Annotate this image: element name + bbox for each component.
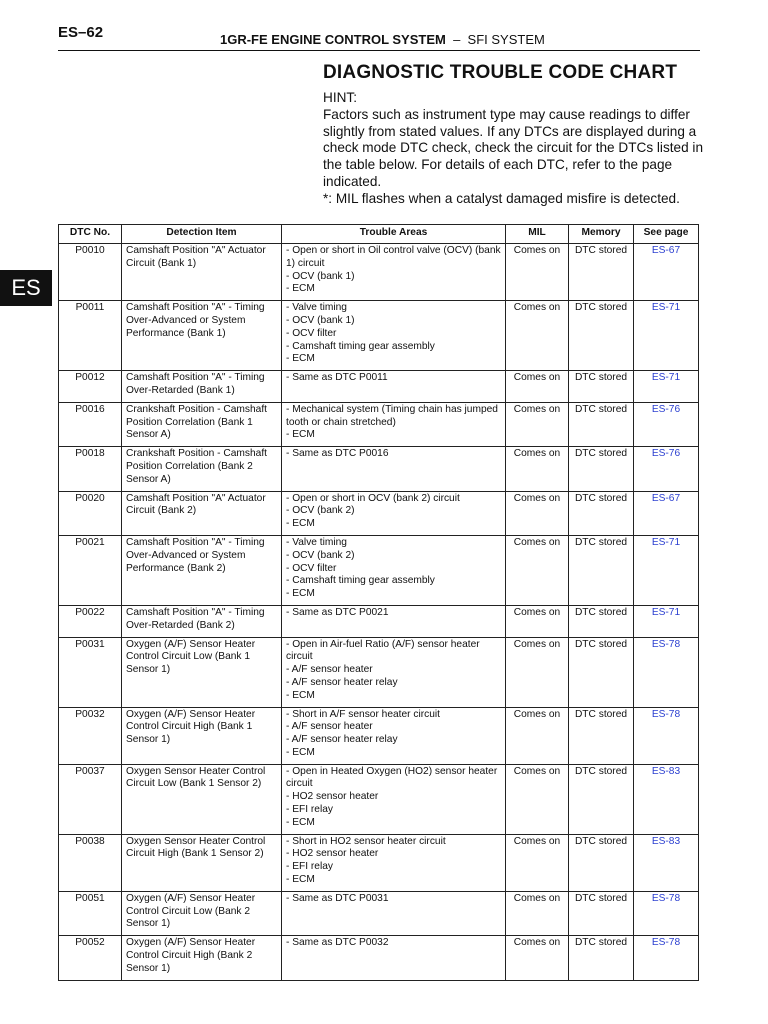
- trouble-area-line: - Same as DTC P0031: [286, 892, 389, 904]
- table-row: [59, 244, 699, 301]
- trouble-area-line: - Open or short in OCV (bank 2) circuit: [286, 492, 460, 504]
- trouble-area-line: - OCV (bank 2): [286, 549, 355, 561]
- page-title: DIAGNOSTIC TROUBLE CODE CHART: [323, 62, 678, 83]
- trouble-area-line: - Camshaft timing gear assembly: [286, 575, 435, 587]
- memory-cell: DTC stored: [569, 535, 634, 605]
- trouble-area-line: - Same as DTC P0021: [286, 606, 389, 618]
- trouble-area-line: - ECM: [286, 588, 315, 600]
- system-title: 1GR-FE ENGINE CONTROL SYSTEM: [220, 32, 446, 47]
- dtc-code-cell: P0031: [59, 637, 122, 707]
- trouble-area-line: - Valve timing: [286, 302, 347, 314]
- header-divider: [58, 50, 700, 51]
- table-header-row: [59, 225, 699, 244]
- mil-cell: Comes on: [506, 891, 569, 935]
- running-header: [220, 32, 545, 47]
- column-header-dtc: DTC No.: [59, 225, 122, 244]
- trouble-areas-cell: [282, 535, 506, 605]
- see-page-link[interactable]: ES-71: [634, 605, 699, 637]
- memory-cell: DTC stored: [569, 371, 634, 403]
- dtc-code-cell: P0038: [59, 834, 122, 891]
- mil-cell: Comes on: [506, 491, 569, 535]
- detection-item-cell: Camshaft Position "A" - Timing Over-Retarded (Bank 1): [122, 371, 282, 403]
- subsystem-title: SFI SYSTEM: [467, 32, 545, 47]
- trouble-areas-cell: [282, 764, 506, 834]
- see-page-link[interactable]: ES-78: [634, 707, 699, 764]
- see-page-link[interactable]: ES-76: [634, 447, 699, 491]
- trouble-area-line: - A/F sensor heater relay: [286, 676, 398, 688]
- trouble-area-line: - ECM: [286, 283, 315, 295]
- table-row: [59, 834, 699, 891]
- header-separator: –: [453, 32, 461, 47]
- mil-cell: Comes on: [506, 707, 569, 764]
- trouble-areas-cell: [282, 707, 506, 764]
- table-row: [59, 764, 699, 834]
- mil-cell: Comes on: [506, 834, 569, 891]
- trouble-area-line: - ECM: [286, 518, 315, 530]
- see-page-link[interactable]: ES-67: [634, 491, 699, 535]
- page-number: ES–62: [58, 24, 104, 41]
- memory-cell: DTC stored: [569, 936, 634, 980]
- dtc-code-cell: P0037: [59, 764, 122, 834]
- dtc-code-cell: P0016: [59, 402, 122, 446]
- memory-cell: DTC stored: [569, 637, 634, 707]
- trouble-area-line: - A/F sensor heater relay: [286, 734, 398, 746]
- see-page-link[interactable]: ES-76: [634, 402, 699, 446]
- mil-cell: Comes on: [506, 605, 569, 637]
- trouble-area-line: - Camshaft timing gear assembly: [286, 340, 435, 352]
- hint-note: *: MIL flashes when a catalyst damaged misfire is detected.: [323, 190, 680, 206]
- dtc-table-body: [59, 244, 699, 981]
- memory-cell: DTC stored: [569, 301, 634, 371]
- see-page-link[interactable]: ES-78: [634, 936, 699, 980]
- trouble-area-line: - ECM: [286, 874, 315, 886]
- mil-cell: Comes on: [506, 447, 569, 491]
- trouble-area-line: - HO2 sensor heater: [286, 791, 379, 803]
- trouble-area-line: - OCV (bank 1): [286, 314, 355, 326]
- column-header-memory: Memory: [569, 225, 634, 244]
- trouble-area-line: - A/F sensor heater: [286, 664, 373, 676]
- table-row: [59, 936, 699, 980]
- dtc-code-cell: P0051: [59, 891, 122, 935]
- table-row: [59, 371, 699, 403]
- trouble-area-line: - OCV filter: [286, 562, 337, 574]
- column-header-see-page: See page: [634, 225, 699, 244]
- trouble-area-line: - OCV filter: [286, 327, 337, 339]
- table-row: [59, 535, 699, 605]
- dtc-code-cell: P0021: [59, 535, 122, 605]
- memory-cell: DTC stored: [569, 605, 634, 637]
- trouble-area-line: - ECM: [286, 429, 315, 441]
- dtc-code-cell: P0020: [59, 491, 122, 535]
- trouble-areas-cell: [282, 244, 506, 301]
- table-row: [59, 447, 699, 491]
- mil-cell: Comes on: [506, 402, 569, 446]
- see-page-link[interactable]: ES-67: [634, 244, 699, 301]
- trouble-area-line: - OCV (bank 2): [286, 505, 355, 517]
- hint-body: Factors such as instrument type may cause readings to differ slightly from stated values. If any DTCs are displayed during a check mode DTC check, check the circuit for the DTCs listed in the table below. For details of each DTC, refer to the page indicated.: [323, 106, 704, 189]
- memory-cell: DTC stored: [569, 244, 634, 301]
- mil-cell: Comes on: [506, 936, 569, 980]
- see-page-link[interactable]: ES-78: [634, 637, 699, 707]
- trouble-areas-cell: [282, 637, 506, 707]
- trouble-area-line: - ECM: [286, 816, 315, 828]
- detection-item-cell: Camshaft Position "A" - Timing Over-Advanced or System Performance (Bank 1): [122, 301, 282, 371]
- column-header-mil: MIL: [506, 225, 569, 244]
- detection-item-cell: Camshaft Position "A" - Timing Over-Advanced or System Performance (Bank 2): [122, 535, 282, 605]
- dtc-code-cell: P0022: [59, 605, 122, 637]
- memory-cell: DTC stored: [569, 491, 634, 535]
- detection-item-cell: Camshaft Position "A" Actuator Circuit (Bank 2): [122, 491, 282, 535]
- trouble-area-line: - Open in Air-fuel Ratio (A/F) sensor heater circuit: [286, 638, 480, 663]
- detection-item-cell: Oxygen (A/F) Sensor Heater Control Circuit Low (Bank 1 Sensor 1): [122, 637, 282, 707]
- trouble-area-line: - HO2 sensor heater: [286, 848, 379, 860]
- detection-item-cell: Crankshaft Position - Camshaft Position Correlation (Bank 1 Sensor A): [122, 402, 282, 446]
- table-row: [59, 637, 699, 707]
- trouble-areas-cell: [282, 936, 506, 980]
- memory-cell: DTC stored: [569, 447, 634, 491]
- memory-cell: DTC stored: [569, 707, 634, 764]
- trouble-area-line: - Same as DTC P0016: [286, 448, 389, 460]
- table-row: [59, 891, 699, 935]
- trouble-area-line: - Short in A/F sensor heater circuit: [286, 708, 441, 720]
- detection-item-cell: Crankshaft Position - Camshaft Position Correlation (Bank 2 Sensor A): [122, 447, 282, 491]
- trouble-areas-cell: [282, 891, 506, 935]
- column-header-detection-item: Detection Item: [122, 225, 282, 244]
- mil-cell: Comes on: [506, 637, 569, 707]
- trouble-area-line: - EFI relay: [286, 861, 333, 873]
- trouble-areas-cell: [282, 491, 506, 535]
- trouble-area-line: - Mechanical system (Timing chain has jumped tooth or chain stretched): [286, 403, 498, 428]
- mil-cell: Comes on: [506, 535, 569, 605]
- dtc-code-cell: P0032: [59, 707, 122, 764]
- mil-cell: Comes on: [506, 301, 569, 371]
- detection-item-cell: Oxygen Sensor Heater Control Circuit High (Bank 1 Sensor 2): [122, 834, 282, 891]
- see-page-link[interactable]: ES-83: [634, 764, 699, 834]
- memory-cell: DTC stored: [569, 402, 634, 446]
- detection-item-cell: Oxygen (A/F) Sensor Heater Control Circuit High (Bank 1 Sensor 1): [122, 707, 282, 764]
- dtc-code-cell: P0052: [59, 936, 122, 980]
- table-row: [59, 402, 699, 446]
- see-page-link[interactable]: ES-78: [634, 891, 699, 935]
- detection-item-cell: Camshaft Position "A" Actuator Circuit (Bank 1): [122, 244, 282, 301]
- mil-cell: Comes on: [506, 371, 569, 403]
- trouble-area-line: - EFI relay: [286, 804, 333, 816]
- dtc-table: [58, 224, 699, 981]
- table-row: [59, 707, 699, 764]
- hint-block: [323, 90, 708, 208]
- trouble-areas-cell: [282, 402, 506, 446]
- trouble-areas-cell: [282, 605, 506, 637]
- trouble-area-line: - Short in HO2 sensor heater circuit: [286, 835, 446, 847]
- trouble-area-line: - Open or short in Oil control valve (OCV) (bank 1) circuit: [286, 245, 501, 269]
- trouble-area-line: - ECM: [286, 746, 315, 758]
- trouble-area-line: - ECM: [286, 353, 315, 365]
- dtc-code-cell: P0011: [59, 301, 122, 371]
- dtc-code-cell: P0010: [59, 244, 122, 301]
- section-tab: ES: [0, 270, 52, 306]
- memory-cell: DTC stored: [569, 891, 634, 935]
- mil-cell: Comes on: [506, 764, 569, 834]
- dtc-code-cell: P0012: [59, 371, 122, 403]
- hint-label: HINT:: [323, 90, 357, 105]
- trouble-area-line: - Open in Heated Oxygen (HO2) sensor heater circuit: [286, 765, 498, 790]
- trouble-area-line: - Valve timing: [286, 536, 347, 548]
- trouble-areas-cell: [282, 371, 506, 403]
- memory-cell: DTC stored: [569, 764, 634, 834]
- trouble-area-line: - OCV (bank 1): [286, 270, 355, 282]
- trouble-areas-cell: [282, 447, 506, 491]
- detection-item-cell: Oxygen (A/F) Sensor Heater Control Circuit Low (Bank 2 Sensor 1): [122, 891, 282, 935]
- mil-cell: Comes on: [506, 244, 569, 301]
- trouble-area-line: - Same as DTC P0011: [286, 372, 388, 384]
- see-page-link[interactable]: ES-83: [634, 834, 699, 891]
- table-row: [59, 491, 699, 535]
- detection-item-cell: Oxygen Sensor Heater Control Circuit Low (Bank 1 Sensor 2): [122, 764, 282, 834]
- table-row: [59, 301, 699, 371]
- see-page-link[interactable]: ES-71: [634, 535, 699, 605]
- see-page-link[interactable]: ES-71: [634, 301, 699, 371]
- trouble-area-line: - Same as DTC P0032: [286, 937, 389, 949]
- column-header-trouble-areas: Trouble Areas: [282, 225, 506, 244]
- memory-cell: DTC stored: [569, 834, 634, 891]
- dtc-code-cell: P0018: [59, 447, 122, 491]
- trouble-area-line: - ECM: [286, 689, 315, 701]
- see-page-link[interactable]: ES-71: [634, 371, 699, 403]
- detection-item-cell: Oxygen (A/F) Sensor Heater Control Circuit High (Bank 2 Sensor 1): [122, 936, 282, 980]
- trouble-areas-cell: [282, 301, 506, 371]
- trouble-area-line: - A/F sensor heater: [286, 721, 373, 733]
- detection-item-cell: Camshaft Position "A" - Timing Over-Retarded (Bank 2): [122, 605, 282, 637]
- trouble-areas-cell: [282, 834, 506, 891]
- table-row: [59, 605, 699, 637]
